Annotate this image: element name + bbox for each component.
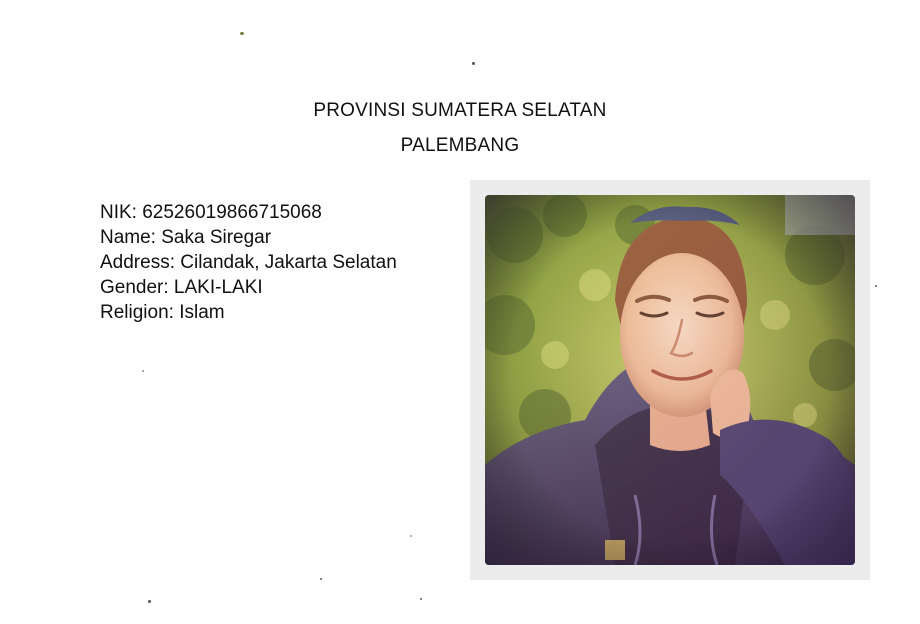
scan-speck xyxy=(142,370,144,372)
nik-field: NIK: 62526019866715068 xyxy=(100,202,322,223)
scan-speck xyxy=(320,578,322,580)
city-heading: PALEMBANG xyxy=(400,135,520,156)
address-field: Address: Cilandak, Jakarta Selatan xyxy=(100,252,397,273)
scan-speck xyxy=(472,62,475,65)
gender-field: Gender: LAKI-LAKI xyxy=(100,277,263,298)
scan-speck xyxy=(875,285,877,287)
identity-details xyxy=(100,200,397,325)
name-field: Name: Saka Siregar xyxy=(100,227,272,248)
religion-field: Religion: Islam xyxy=(100,302,225,323)
portrait-illustration xyxy=(485,195,855,565)
portrait-photo xyxy=(485,195,855,565)
scan-speck xyxy=(240,32,244,35)
scan-speck xyxy=(148,600,151,603)
photo-frame xyxy=(470,180,870,580)
province-heading: PROVINSI SUMATERA SELATAN xyxy=(313,100,607,121)
scan-speck xyxy=(420,598,422,600)
scan-speck xyxy=(410,535,412,537)
